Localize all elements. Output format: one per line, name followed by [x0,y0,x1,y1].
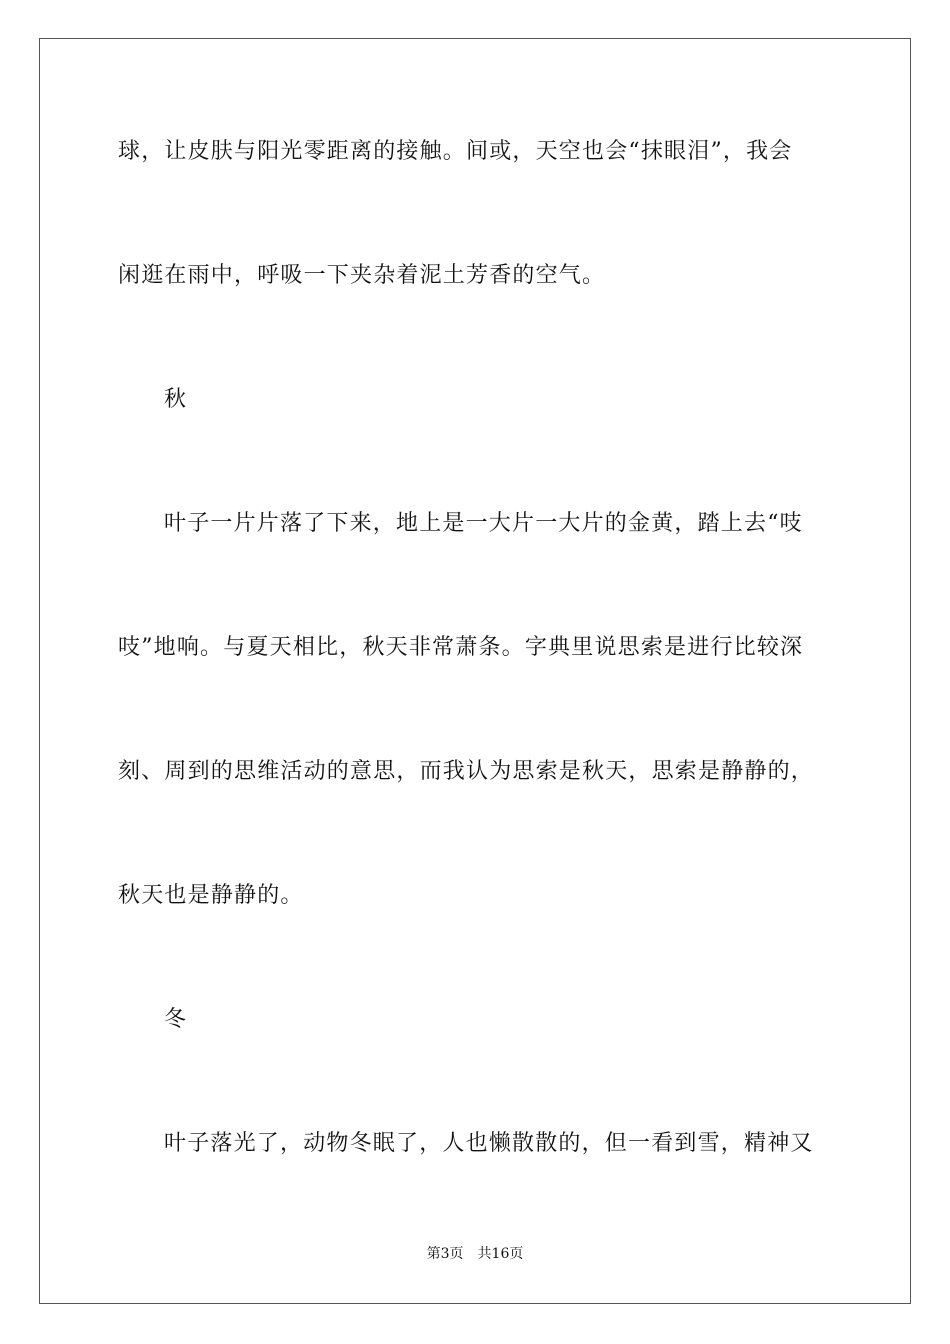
body-text-line: 闲逛在雨中，呼吸一下夹杂着泥土芳香的空气。 [118,263,606,288]
page-number: 第3页 [426,1246,464,1262]
body-text-line: 秋天也是静静的。 [118,883,304,908]
body-text-line: 叶子落光了，动物冬眠了，人也懒散散的，但一看到雪，精神又 [164,1131,814,1156]
page-footer [0,1245,950,1263]
section-heading-winter: 冬 [164,1007,188,1032]
body-text-line: 吱”地响。与夏天相比，秋天非常萧条。字典里说思索是进行比较深 [118,635,804,660]
body-text-line: 刻、周到的思维活动的意思，而我认为思索是秋天，思索是静静的， [118,759,815,784]
body-text-line: 叶子一片片落了下来，地上是一大片一大片的金黄，踏上去“吱 [164,511,803,536]
page-total: 共16页 [477,1246,524,1262]
section-heading-autumn: 秋 [164,387,188,412]
page-frame [39,38,911,1304]
body-text-line: 球，让皮肤与阳光零距离的接触。间或，天空也会“抹眼泪”，我会 [118,139,793,164]
